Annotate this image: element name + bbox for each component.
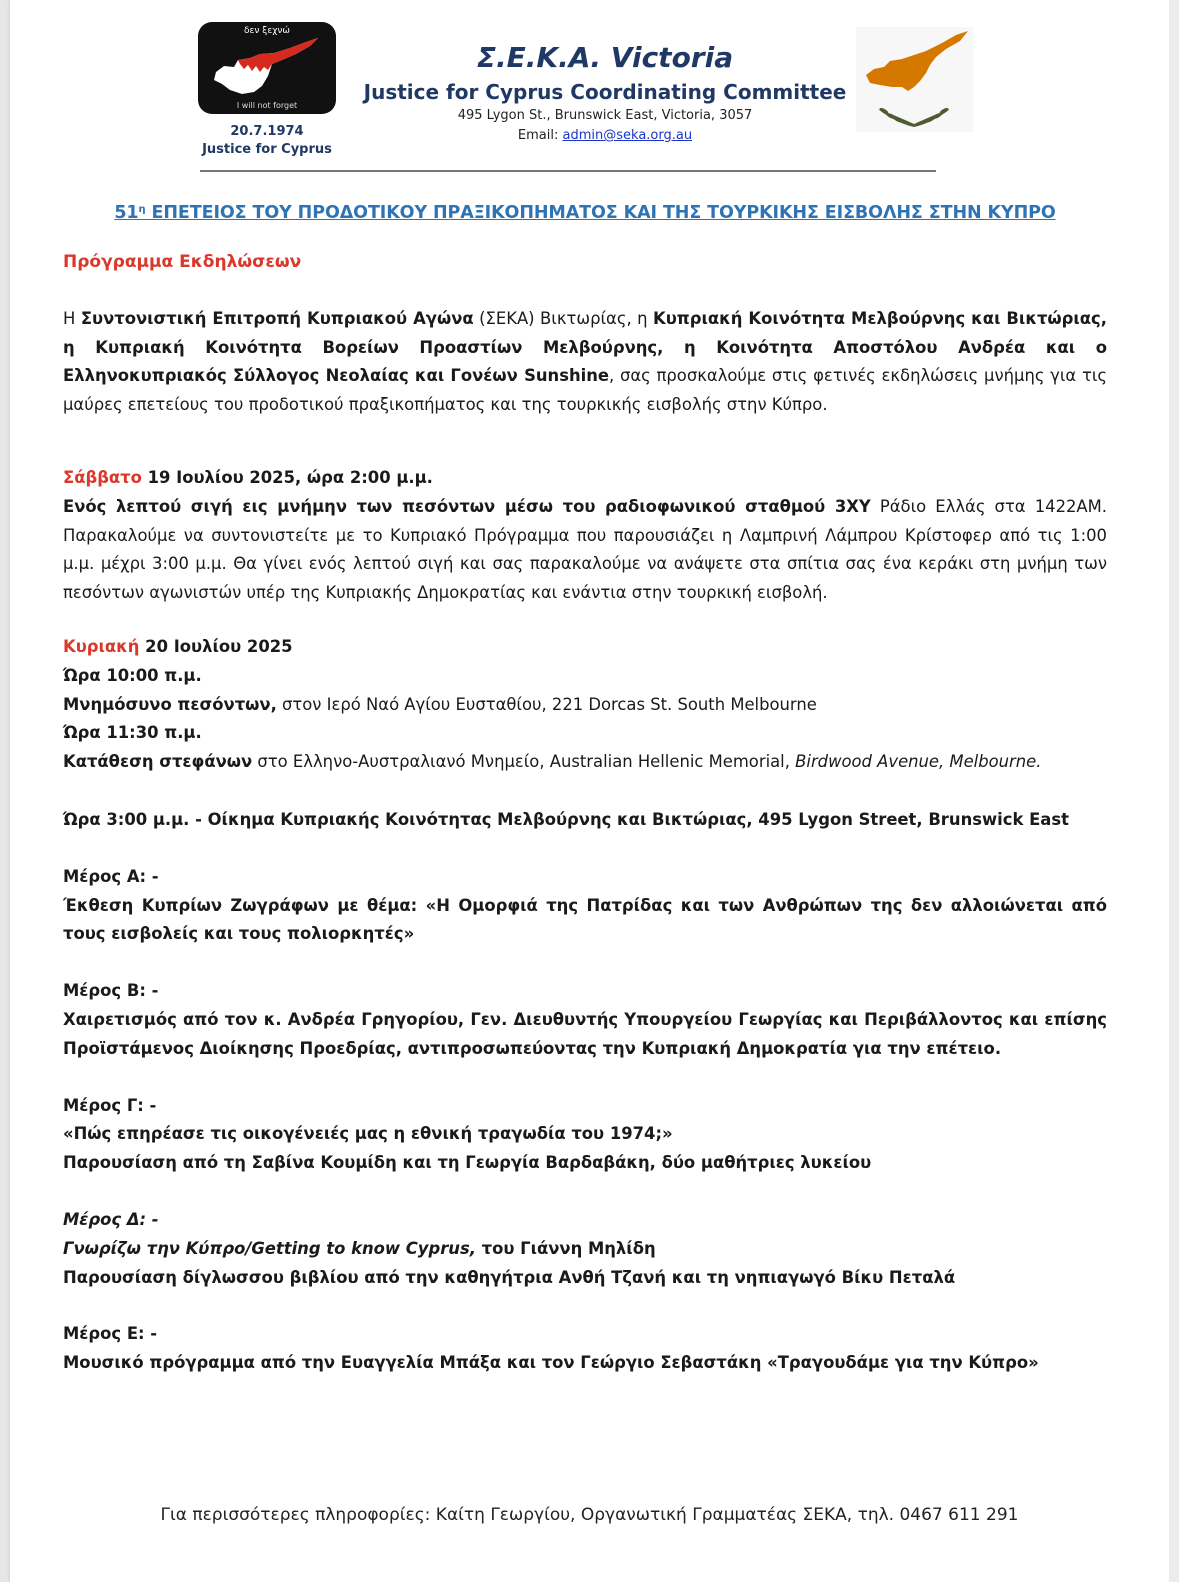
sunday-heading xyxy=(63,633,1107,662)
sunday-day: Κυριακή xyxy=(63,636,140,656)
page-edge xyxy=(1169,0,1179,1582)
logo-tv-frame xyxy=(198,22,336,114)
saturday-description xyxy=(63,493,1107,608)
footer-contact: Για περισσότερες πληροφορίες: Καίτη Γεωργίου, Οργανωτική Γραμματέας ΣΕΚΑ, τηλ. 0467 611 291 xyxy=(160,1505,1019,1525)
email-label: Email: xyxy=(517,128,563,143)
part-a xyxy=(63,863,1107,949)
event-memorial-service xyxy=(63,691,1107,720)
saturday-date-time: 19 Ιουλίου 2025, ώρα 2:00 μ.μ. xyxy=(141,467,433,487)
intro-paragraph xyxy=(63,305,1107,420)
event-time: Ώρα 10:00 π.μ. xyxy=(63,665,202,685)
afternoon-event: Ώρα 3:00 μ.μ. - Οίκημα Κυπριακής Κοινότητας Μελβούρνης και Βικτώριας, 495 Lygon Street, Brunswick East xyxy=(63,809,1069,829)
part-question: «Πώς επηρέασε τις οικογένειές μας η εθνική τραγωδία του 1974;» xyxy=(63,1124,673,1144)
intro-text: , σας προσκαλούμε στις φετινές εκδηλώσεις μνήμης για τις μαύρες επετείους του προδοτικού πραξικοπήματος και της τουρκικής εισβολής στην Κύπρο. xyxy=(63,366,1107,415)
part-presenters: Παρουσίαση δίγλωσσου βιβλίου από την καθηγήτρια Ανθή Τζανή και τη νηπιαγωγό Βίκυ Πεταλά xyxy=(63,1267,956,1287)
saturday-section xyxy=(63,464,1107,608)
book-title: Γνωρίζω την Κύπρο/Getting to know Cyprus, xyxy=(63,1238,476,1258)
part-b xyxy=(63,977,1107,1063)
logo-top-text: δεν ξεχνώ xyxy=(244,26,290,36)
event-location-street: Birdwood Avenue, Melbourne. xyxy=(795,752,1042,772)
document-page xyxy=(10,0,1169,1582)
book-author: του Γιάννη Μηλίδη xyxy=(475,1238,656,1258)
org-address: 495 Lygon St., Brunswick East, Victoria, 3057 xyxy=(457,108,753,123)
heading-text: ΕΠΕΤΕΙΟΣ ΤΟΥ ΠΡΟΔΟΤΙΚΟΥ ΠΡΑΞΙΚΟΠΗΜΑΤΟΣ ΚΑΙ ΤΗΣ ΤΟΥΡΚΙΚΗΣ ΕΙΣΒΟΛΗΣ ΣΤΗΝ ΚΥΠΡΟ xyxy=(145,203,1056,223)
intro-org-name: Συντονιστική Επιτροπή Κυπριακού Αγώνα xyxy=(80,308,474,328)
sunday-date: 20 Ιουλίου 2025 xyxy=(139,636,293,656)
event-location: στο Ελληνο-Αυστραλιανό Μνημείο, Australian Hellenic Memorial, xyxy=(252,752,796,772)
main-heading xyxy=(63,196,1107,227)
cyprus-flag-icon xyxy=(856,27,973,132)
intro-text: Η xyxy=(63,308,81,328)
part-description: Έκθεση Κυπρίων Ζωγράφων με θέμα: «Η Ομορφιά της Πατρίδας και των Ανθρώπων της δεν αλλοιώνεται από τους εισβολείς και τους πολιορκητές» xyxy=(63,895,1107,944)
intro-text: (ΣΕΚΑ) Βικτωρίας, η xyxy=(473,308,654,328)
part-description: Χαιρετισμός από τον κ. Ανδρέα Γρηγορίου, Γεν. Διευθυντής Υπουργείου Γεωργίας και Περιβάλλοντος και επίσης Προϊστάμενος Διοίκησης Προεδρίας, αντιπροσωπεύοντας την Κυπριακή Δημοκρατία για την επέτειο. xyxy=(63,1009,1107,1058)
event-title: Μνημόσυνο πεσόντων, xyxy=(63,694,277,714)
event-time: Ώρα 11:30 π.μ. xyxy=(63,723,202,743)
cyprus-map-icon xyxy=(210,36,324,98)
part-d xyxy=(63,1206,1107,1292)
part-e xyxy=(63,1320,1107,1378)
logo-bottom-text: I will not forget xyxy=(236,101,298,110)
org-title: Σ.Ε.Κ.Α. Victoria xyxy=(476,41,734,74)
part-c xyxy=(63,1092,1107,1178)
part-label: Μέρος Δ: - xyxy=(63,1209,159,1229)
saturday-heading xyxy=(63,464,1107,493)
org-subtitle: Justice for Cyprus Coordinating Committee xyxy=(363,80,847,104)
organization-header xyxy=(360,40,850,146)
email-link[interactable]: admin@seka.org.au xyxy=(562,128,693,143)
saturday-radio: Ράδιο Ελλάς στα 1422AM. xyxy=(870,496,1107,516)
part-presenters: Παρουσίαση από τη Σαβίνα Κουμίδη και τη Γεωργία Βαρδαβάκη, δύο μαθήτριες λυκείου xyxy=(63,1153,872,1173)
saturday-day: Σάββατο xyxy=(63,467,142,487)
header-divider xyxy=(200,170,936,172)
event-wreath-laying xyxy=(63,748,1107,777)
part-book xyxy=(63,1235,1107,1264)
saturday-event-title: Ενός λεπτού σιγή εις μνήμην των πεσόντων μέσω του ραδιοφωνικού σταθμού 3XY xyxy=(63,496,871,516)
heading-superscript: η xyxy=(138,204,146,215)
part-label: Μέρος Γ: - xyxy=(63,1095,157,1115)
saturday-details: Παρακαλούμε να συντονιστείτε με το Κυπριακό Πρόγραμμα που παρουσιάζει η Λαμπρινή Λάμπρου Κρίστοφερ από τις 1:00 μ.μ. μέχρι 3:00 μ.μ. Θα γίνει ενός λεπτού σιγή και σας παρακαλούμε να ανάψετε στα σπίτια σας ένα κεράκι στη μνήμη των πεσόντων αγωνιστών υπέρ της Κυπριακής Δημοκρατίας και ενάντια στην τουρκική εισβολή. xyxy=(63,525,1107,603)
intro-communities: Κυπριακή Κοινότητα Μελβούρνης και Βικτώριας, η Κυπριακή Κοινότητα Βορείων Προαστίων Μελβούρνης, η Κοινότητα Αποστόλου Ανδρέα και ο Ελληνοκυπριακός Σύλλογος Νεολαίας και Γονέων Sunshine xyxy=(63,308,1107,386)
part-label: Μέρος Α: - xyxy=(63,866,159,886)
event-title: Κατάθεση στεφάνων xyxy=(63,752,253,772)
part-description: Μουσικό πρόγραμμα από την Ευαγγελία Μπάξα και τον Γεώργιο Σεβαστάκη «Τραγουδάμε για την Κύπρο» xyxy=(63,1353,1039,1373)
programme-title: Πρόγραμμα Εκδηλώσεων xyxy=(63,252,302,272)
event-location: στον Ιερό Ναό Αγίου Ευσταθίου, 221 Dorcas St. South Melbourne xyxy=(276,694,817,714)
part-label: Μέρος Ε: - xyxy=(63,1324,158,1344)
sunday-section xyxy=(63,633,1107,835)
document-body xyxy=(63,196,1107,1378)
logo-date: 20.7.1974 xyxy=(230,124,304,139)
heading-number: 51 xyxy=(114,203,139,223)
org-email-line xyxy=(360,126,850,146)
logo-subtitle: Justice for Cyprus xyxy=(202,142,332,157)
memorial-logo xyxy=(197,22,337,162)
part-label: Μέρος Β: - xyxy=(63,981,159,1001)
